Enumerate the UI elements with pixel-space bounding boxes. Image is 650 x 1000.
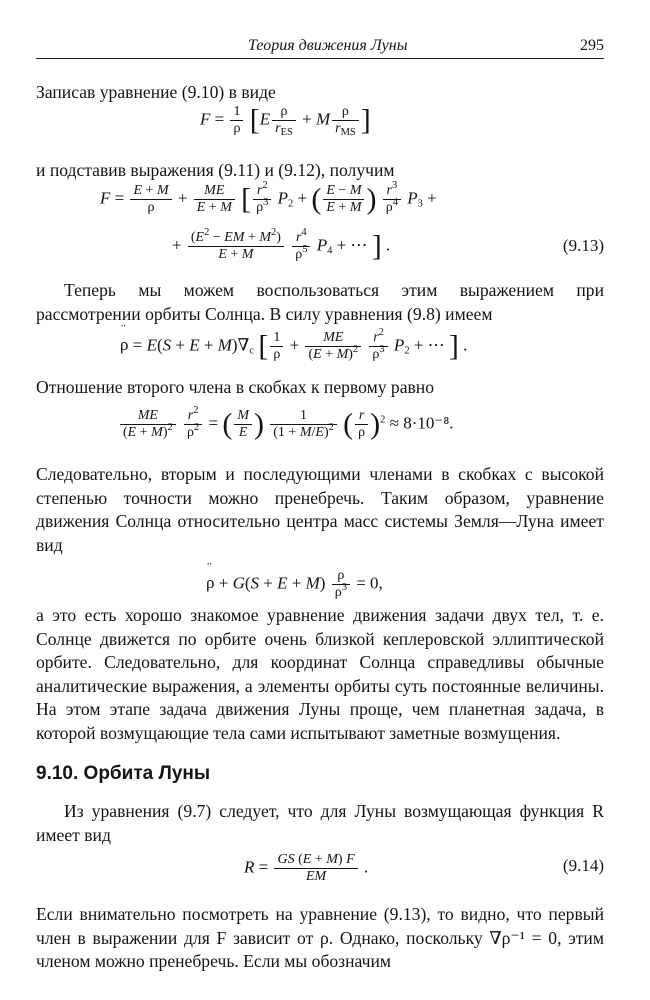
paragraph-intro: Записав уравнение (9.10) в виде (36, 82, 276, 102)
equation-ratio: $\frac{ME}{(E + M)^2}$ $\frac{r^2}{\rho^2}$ = ( $\frac{M}{E}$ ) $\frac{1}{(1 + M/E)^2}$ ( $\frac{r}{\rho}$ )$^2$ ≈ 8·10⁻⁸. (118, 408, 454, 441)
paragraph-disturbing-function: Из уравнения (9.7) следует, что для Луны возмущающая функция R имеет вид (36, 801, 604, 845)
paragraph-closing: Если внимательно посмотреть на уравнение (9.13), то видно, что первый член в выражении для F зависит от ρ. Однако, поскольку ∇ρ⁻¹ = 0, этим членом можно пренебречь. Если мы обозначим (36, 904, 604, 972)
equation-rho-ddot: ¨ $\rho = E(S + E + M)\nabla_c$ [ $\frac{1}{\rho}$ + $\frac{ME}{(E + M)^2}$ $\frac{r^2}{\rho^3}$ $P_2$ + ⋯ ] . (120, 330, 467, 363)
paragraph-two-body: а это есть хорошо знакомое уравнение движения задачи двух тел, т. е. Солнце движется по орбите очень близкой кеплеровской эллиптической орбите. Следовательно, для координат Солнца справедливы обычные аналитические выражения, а элементы орбиты суть постоянные величины. На этом этапе задача движения Луны проще, чем планетная задача, в которой возмущающие тела сами испытывают заметные возмущения. (36, 605, 604, 743)
paragraph-neglect-terms: Следовательно, вторым и последующими членами в скобках с высокой степенью точности можно пренебречь. Таким образом, уравнение движения Солнца относительно центра масс системы Земля—Луна имеет вид (36, 464, 604, 555)
page-number: 295 (580, 37, 604, 54)
equation-number-9-14: (9.14) (562, 856, 604, 875)
equation-9-13-line-1: F = $\frac{E + M}{\rho}$ + $\frac{ME}{E + M}$ [ $\frac{r^2}{\rho^3}$ $P_2$ + ( $\frac{E - M}{E + M}$ ) $\frac{r^3}{\rho^4}$ $P_3$ + (100, 180, 437, 216)
equation-two-body: ¨ ρ + G(S + E + M) $\frac{\rho}{\rho^3}$ = 0, (206, 568, 383, 601)
running-head (36, 36, 604, 59)
paragraph-sun-orbit: Теперь мы можем воспользоваться этим выражением при рассмотрении орбиты Солнца. В силу уравнения (9.8) имеем (36, 280, 604, 324)
section-heading: 9.10. Орбита Луны (36, 763, 211, 784)
equation-f-definition: F = $\frac{1}{\rho}$ [E $\frac{\rho}{r_{ES}}$ + M $\frac{\rho}{r_{MS}}$ ] (200, 103, 371, 138)
equation-9-13-line-2: + $\frac{(E^2 - EM + M^2)}{E + M}$ $\frac{r^4}{\rho^5}$ $P_4$ + ⋯ ] . (172, 227, 391, 263)
equation-9-14: R = $\frac{GS (E + M) F}{EM}$ . (244, 852, 369, 884)
running-title: Теория движения Луны (248, 37, 408, 54)
paragraph-substitution: и подставив выражения (9.11) и (9.12), получим (36, 160, 395, 180)
ratio-value: ≈ 8·10⁻⁸. (389, 413, 454, 433)
equation-number-9-13: (9.13) (562, 236, 604, 255)
paragraph-ratio: Отношение второго члена в скобках к первому равно (36, 377, 435, 397)
